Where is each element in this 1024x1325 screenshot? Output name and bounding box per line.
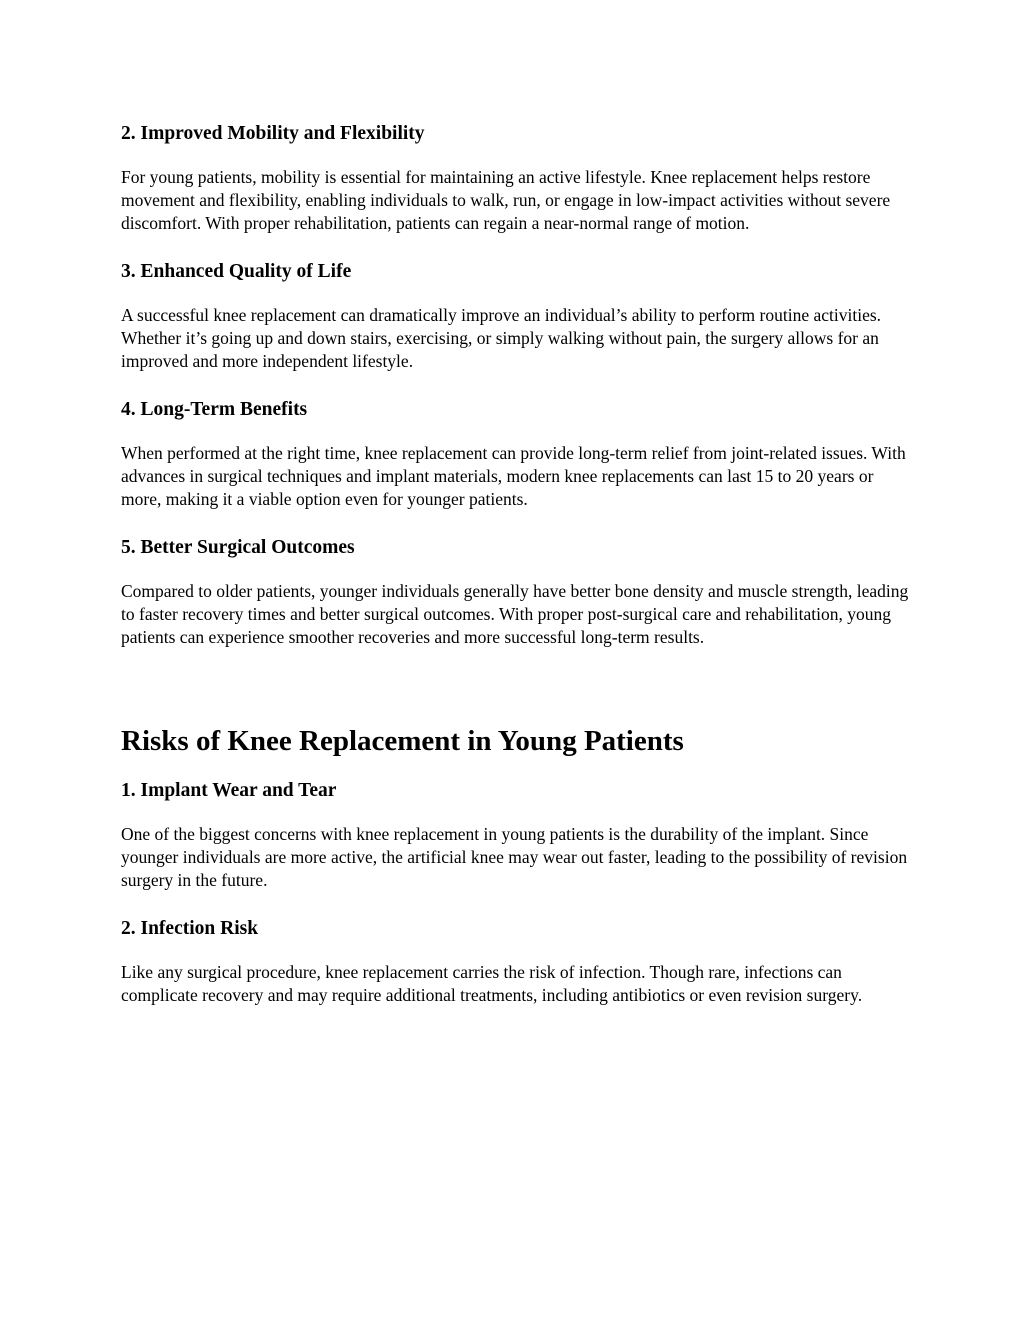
- document-page: [121, 120, 911, 1030]
- section-infection-risk: [121, 915, 911, 1007]
- section-heading: 4. Long-Term Benefits: [121, 399, 308, 420]
- section-heading: 1. Implant Wear and Tear: [121, 780, 337, 801]
- section-paragraph: Compared to older patients, younger individuals generally have better bone density and muscle strength, leading to faster recovery times and better surgical outcomes. With proper post-surgical care and rehabilitation, young patients can experience smoother recoveries and more successful long-term results.: [121, 581, 909, 647]
- section-heading: 5. Better Surgical Outcomes: [121, 537, 355, 558]
- section-long-term-benefits: [121, 396, 911, 511]
- section-heading: 3. Enhanced Quality of Life: [121, 261, 352, 282]
- section-mobility: [121, 120, 911, 235]
- section-paragraph: Like any surgical procedure, knee replacement carries the risk of infection. Though rare, infections can complicate recovery and may require additional treatments, including antibiotics or even revision surgery.: [121, 962, 863, 1005]
- section-heading: 2. Infection Risk: [121, 918, 259, 939]
- section-surgical-outcomes: [121, 534, 911, 649]
- section-heading: 2. Improved Mobility and Flexibility: [121, 123, 425, 144]
- section-quality-of-life: [121, 258, 911, 373]
- section-paragraph: When performed at the right time, knee replacement can provide long-term relief from joint-related issues. With advances in surgical techniques and implant materials, modern knee replacements can last 15 to 20 years or more, making it a viable option even for younger patients.: [121, 443, 906, 509]
- section-paragraph: For young patients, mobility is essential for maintaining an active lifestyle. Knee replacement helps restore movement and flexibility, enabling individuals to walk, run, or engage in low-impact activities without severe discomfort. With proper rehabilitation, patients can regain a near-normal range of motion.: [121, 167, 891, 233]
- risks-title: Risks of Knee Replacement in Young Patients: [121, 725, 684, 757]
- section-paragraph: One of the biggest concerns with knee replacement in young patients is the durability of the implant. Since younger individuals are more active, the artificial knee may wear out faster, leading to the possibility of revision surgery in the future.: [121, 824, 908, 890]
- section-paragraph: A successful knee replacement can dramatically improve an individual’s ability to perform routine activities. Whether it’s going up and down stairs, exercising, or simply walking without pain, the surgery allows for an improved and more independent lifestyle.: [121, 305, 882, 371]
- section-implant-wear: [121, 777, 911, 892]
